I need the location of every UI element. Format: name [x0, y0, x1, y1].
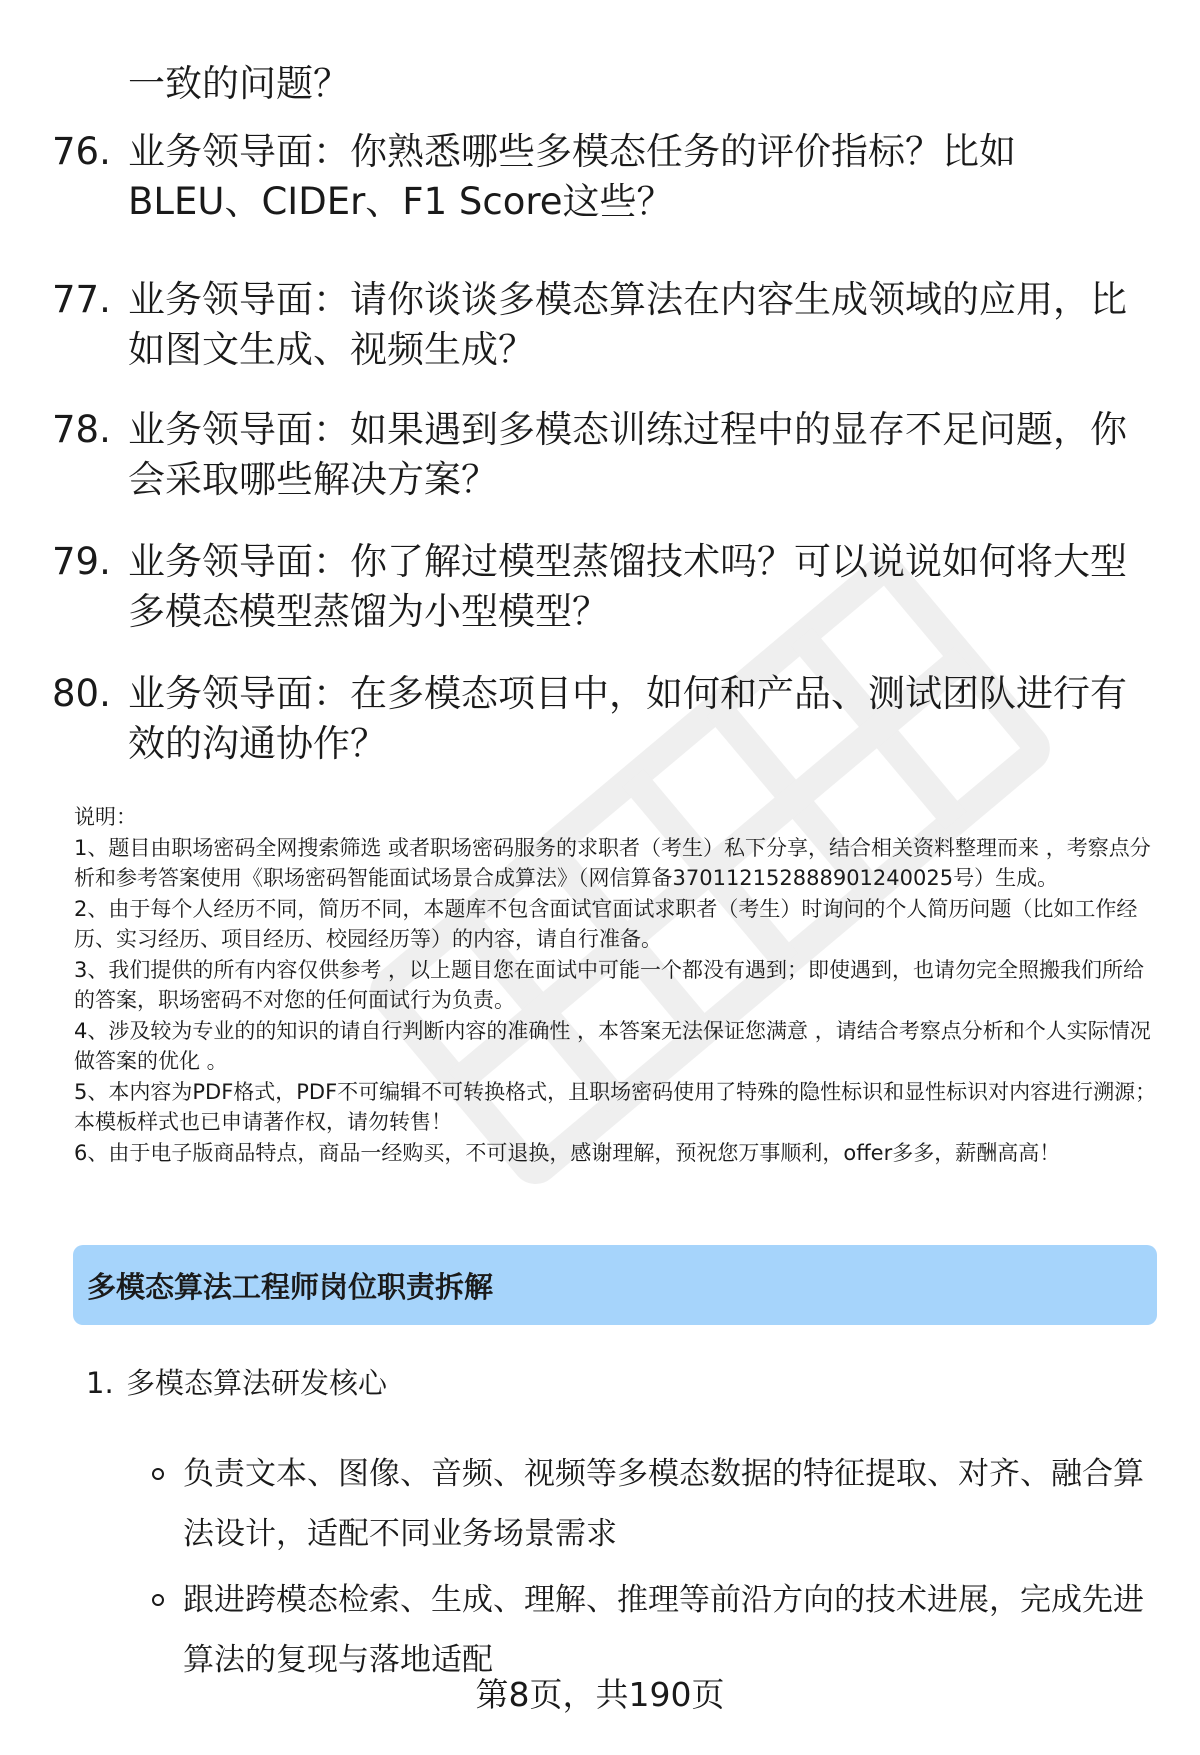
hollow-circle-bullet-icon [152, 1468, 164, 1480]
question-item [52, 275, 1152, 375]
question-item [52, 405, 1152, 505]
question-number: 77. [52, 278, 111, 321]
hollow-circle-bullet-icon [152, 1594, 164, 1606]
question-number: 76. [52, 130, 111, 173]
question-item [52, 127, 1152, 227]
note-item: 6、由于电子版商品特点，商品一经购买，不可退换，感谢理解，预祝您万事顺利，offer多多，薪酬高高！ [74, 1140, 1061, 1165]
notes-title: 说明： [74, 805, 137, 829]
question-item [52, 669, 1152, 769]
question-number: 78. [52, 408, 111, 451]
question-number: 80. [52, 672, 111, 715]
bullet-text: 负责文本、图像、音频、视频等多模态数据的特征提取、对齐、融合算法设计，适配不同业务场景需求 [183, 1456, 1144, 1552]
note-item: 4、涉及较为专业的的知识的请自行判断内容的准确性 ，本答案无法保证您满意 ，请结合考察点分析和个人实际情况做答案的优化 。 [74, 1018, 1151, 1073]
subheading-number: 1. [86, 1366, 114, 1400]
question-text: 业务领导面：请你谈谈多模态算法在内容生成领域的应用，比如图文生成、视频生成？ [128, 278, 1127, 371]
section-title: 多模态算法工程师岗位职责拆解 [87, 1269, 494, 1304]
note-item: 3、我们提供的所有内容仅供参考 ，以上题目您在面试中可能一个都没有遇到；即使遇到，也请勿完全照搬我们所给的答案，职场密码不对您的任何面试行为负责。 [74, 957, 1145, 1012]
note-item: 5、本内容为PDF格式，PDF不可编辑不可转换格式，且职场密码使用了特殊的隐性标识和显性标识对内容进行溯源；本模板样式也已申请著作权，请勿转售！ [74, 1079, 1157, 1134]
question-continuation: 一致的问题？ [128, 62, 350, 105]
question-number: 79. [52, 540, 111, 583]
bullet-item [152, 1444, 1152, 1564]
question-text: 业务领导面：如果遇到多模态训练过程中的显存不足问题，你会采取哪些解决方案？ [128, 408, 1127, 501]
note-item: 1、题目由职场密码全网搜索筛选 或者职场密码服务的求职者（考生）私下分享，结合相关资料整理而来 ，考察点分析和参考答案使用《职场密码智能面试场景合成算法》（网信算备370112152888901240025号）生成。 [74, 835, 1151, 890]
section-header [73, 1245, 1157, 1325]
disclaimer-notes [74, 802, 1164, 1168]
subheading-title: 多模态算法研发核心 [126, 1366, 388, 1400]
question-item [52, 537, 1152, 637]
page-number-footer: 第8页，共190页 [475, 1675, 725, 1714]
bullet-text: 跟进跨模态检索、生成、理解、推理等前沿方向的技术进展，完成先进算法的复现与落地适配 [183, 1582, 1144, 1678]
question-text: 业务领导面：你了解过模型蒸馏技术吗？可以说说如何将大型多模态模型蒸馏为小型模型？ [128, 540, 1127, 633]
question-text: 业务领导面：你熟悉哪些多模态任务的评价指标？比如BLEU、CIDEr、F1 Score这些？ [128, 130, 1016, 223]
numbered-subheading [86, 1363, 387, 1403]
note-item: 2、由于每个人经历不同，简历不同，本题库不包含面试官面试求职者（考生）时询问的个人简历问题（比如工作经历、实习经历、项目经历、校园经历等）的内容，请自行准备。 [74, 896, 1138, 951]
question-text: 业务领导面：在多模态项目中，如何和产品、测试团队进行有效的沟通协作？ [128, 672, 1127, 765]
bullet-item [152, 1570, 1152, 1690]
